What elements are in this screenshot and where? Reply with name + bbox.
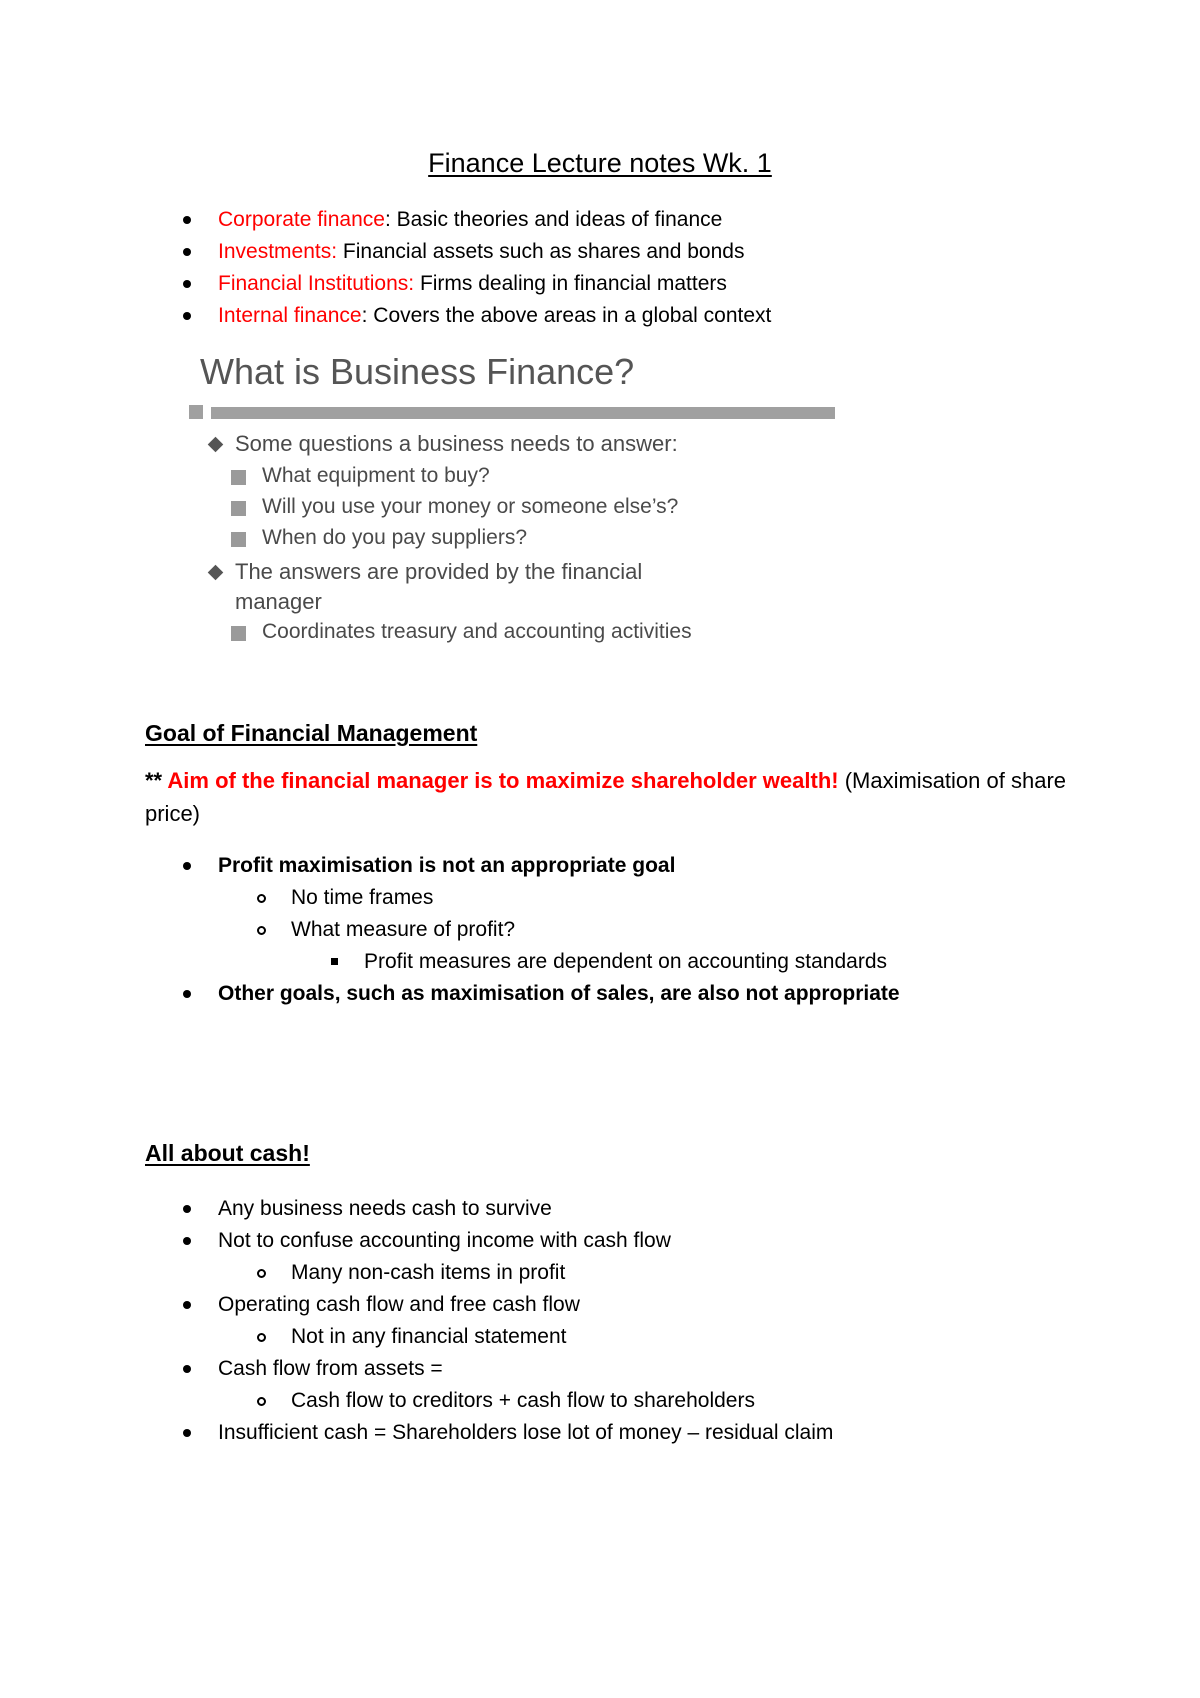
- bullet-icon: [183, 1365, 191, 1373]
- list-item: [291, 882, 900, 914]
- page-title: Finance Lecture notes Wk. 1: [428, 148, 772, 178]
- bullet-icon: [183, 862, 191, 870]
- list-item: [218, 268, 771, 300]
- bullet-icon: [183, 990, 191, 998]
- term-definition: Financial assets such as shares and bonds: [337, 240, 745, 263]
- term-definition: Covers the above areas in a global context: [367, 304, 772, 327]
- list-item-text: Any business needs cash to survive: [218, 1197, 552, 1220]
- square-bullet-icon: [231, 532, 246, 547]
- term-label: Financial Institutions:: [218, 272, 415, 295]
- list-item-text: Cash flow from assets =: [218, 1357, 443, 1380]
- bullet-icon: [183, 216, 191, 224]
- bullet-icon: [183, 312, 191, 320]
- circle-bullet-icon: [257, 926, 266, 935]
- slide-subpoint: Will you use your money or someone else’s?: [262, 495, 679, 518]
- aim-highlight: Aim of the financial manager is to maximize shareholder wealth!: [167, 768, 839, 793]
- circle-bullet-icon: [257, 1397, 266, 1406]
- list-item-text: Profit measures are dependent on accounting standards: [364, 950, 888, 973]
- list-item: [218, 1193, 833, 1225]
- bullet-icon: [183, 1301, 191, 1309]
- bullet-icon: [183, 248, 191, 256]
- list-item: [291, 1257, 833, 1289]
- slide-subpoint: When do you pay suppliers?: [262, 526, 527, 549]
- list-item-text: Other goals, such as maximisation of sales, are also not appropriate: [218, 982, 900, 1005]
- list-item-text: Operating cash flow and free cash flow: [218, 1293, 580, 1316]
- square-bullet-icon: [231, 501, 246, 516]
- aim-prefix: **: [145, 768, 168, 793]
- term-label: Corporate finance: [218, 208, 385, 231]
- list-item: [291, 1385, 833, 1417]
- bullet-icon: [183, 1205, 191, 1213]
- list-item: [218, 978, 900, 1010]
- list-item-text: Cash flow to creditors + cash flow to shareholders: [291, 1389, 755, 1412]
- list-item: [218, 300, 771, 332]
- list-item-text: Not to confuse accounting income with cash flow: [218, 1229, 671, 1252]
- list-item: [291, 1321, 833, 1353]
- term-definition: Basic theories and ideas of finance: [390, 208, 723, 231]
- section-heading-goal: Goal of Financial Management: [145, 720, 478, 746]
- diamond-bullet-icon: [208, 437, 224, 453]
- list-item: [218, 204, 771, 236]
- cash-list: [218, 1193, 833, 1449]
- slide-subpoint: Coordinates treasury and accounting activities: [262, 620, 692, 643]
- list-item: [218, 236, 771, 268]
- circle-bullet-icon: [257, 1333, 266, 1342]
- intro-list: [218, 204, 771, 332]
- term-label: Investments:: [218, 240, 338, 263]
- term-label: Internal finance: [218, 304, 362, 327]
- square-bullet-icon: [231, 626, 246, 641]
- bullet-icon: [183, 1429, 191, 1437]
- slide-image: [185, 345, 835, 645]
- list-item: [218, 1225, 833, 1257]
- list-item: [364, 946, 900, 978]
- goal-list: [218, 850, 900, 1010]
- list-item-text: Many non-cash items in profit: [291, 1261, 566, 1284]
- term-colon: :: [384, 208, 391, 231]
- list-item: [218, 1417, 833, 1449]
- slide-divider: [211, 407, 835, 419]
- bullet-icon: [183, 1237, 191, 1245]
- term-definition: Firms dealing in financial matters: [414, 272, 727, 295]
- circle-bullet-icon: [257, 894, 266, 903]
- slide-point: Some questions a business needs to answer:: [235, 431, 678, 456]
- list-item: [218, 850, 900, 882]
- circle-bullet-icon: [257, 1269, 266, 1278]
- term-colon: :: [361, 304, 368, 327]
- slide-divider: [189, 405, 203, 419]
- list-item: [218, 1289, 833, 1321]
- aim-statement: [145, 764, 1085, 830]
- list-item-text: No time frames: [291, 886, 434, 909]
- list-item-text: Not in any financial statement: [291, 1325, 567, 1348]
- list-item-text: Insufficient cash = Shareholders lose lot of money – residual claim: [218, 1421, 834, 1444]
- square-bullet-icon: [331, 958, 338, 965]
- slide-subpoint: What equipment to buy?: [262, 464, 490, 487]
- section-heading-cash: All about cash!: [145, 1140, 310, 1166]
- square-bullet-icon: [231, 470, 246, 485]
- list-item-text: What measure of profit?: [291, 918, 516, 941]
- slide-title: What is Business Finance?: [200, 351, 635, 392]
- list-item: [291, 914, 900, 946]
- slide-point: manager: [235, 589, 322, 614]
- slide-point: The answers are provided by the financial: [235, 559, 643, 584]
- diamond-bullet-icon: [208, 565, 224, 581]
- list-item: [218, 1353, 833, 1385]
- bullet-icon: [183, 280, 191, 288]
- list-item-text: Profit maximisation is not an appropriate goal: [218, 854, 676, 877]
- aim-rest: (Maximisation of share price): [145, 768, 1067, 826]
